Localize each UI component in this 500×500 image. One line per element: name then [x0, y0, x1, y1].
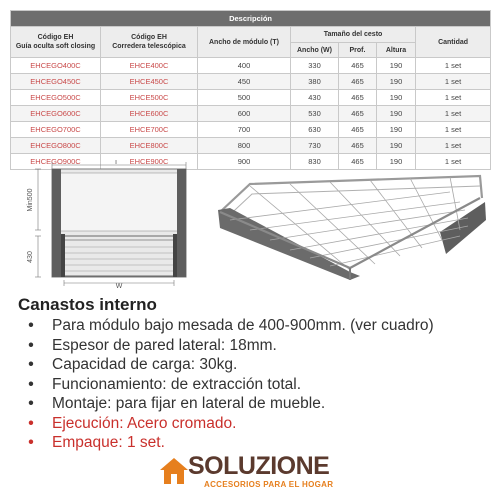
cell-quantity: 1 set: [416, 106, 491, 122]
cell-depth: 465: [339, 106, 377, 122]
bullet-icon: •: [28, 356, 34, 373]
col-depth: Prof.: [339, 43, 377, 58]
col-quantity: Cantidad: [416, 27, 491, 58]
brand-tagline: ACCESORIOS PARA EL HOGAR: [204, 480, 334, 489]
cell-depth: 465: [339, 154, 377, 170]
features-list: [10, 316, 434, 453]
col-code-telescopic: Código EH Corredera telescópica: [101, 27, 198, 58]
cell-module-width: 500: [198, 90, 291, 106]
table-row: [11, 122, 491, 138]
cell-code-soft: EHCEGO400C: [11, 58, 101, 74]
cell-height: 190: [377, 106, 416, 122]
cell-depth: 465: [339, 90, 377, 106]
cell-module-width: 450: [198, 74, 291, 90]
table-row: [11, 106, 491, 122]
cell-quantity: 1 set: [416, 74, 491, 90]
cell-quantity: 1 set: [416, 122, 491, 138]
cell-height: 190: [377, 122, 416, 138]
list-item: • Capacidad de carga: 30kg.: [10, 355, 434, 375]
cell-module-width: 900: [198, 154, 291, 170]
cell-module-width: 700: [198, 122, 291, 138]
list-item: • Funcionamiento: de extracción total.: [10, 375, 434, 395]
cell-quantity: 1 set: [416, 58, 491, 74]
house-icon: [158, 455, 190, 487]
cell-code-tele: EHCE700C: [101, 122, 198, 138]
cell-quantity: 1 set: [416, 90, 491, 106]
cell-quantity: 1 set: [416, 138, 491, 154]
cell-width: 730: [291, 138, 339, 154]
cell-height: 190: [377, 90, 416, 106]
basket-photo: [210, 172, 490, 288]
cell-width: 330: [291, 58, 339, 74]
cell-width: 830: [291, 154, 339, 170]
col-basket-size: Tamaño del cesto: [291, 27, 416, 43]
cell-depth: 465: [339, 122, 377, 138]
cell-height: 190: [377, 74, 416, 90]
bullet-icon: •: [28, 414, 34, 432]
cell-code-tele: EHCE400C: [101, 58, 198, 74]
label-w: W: [115, 283, 123, 288]
cell-height: 190: [377, 154, 416, 170]
cell-code-soft: EHCEGO700C: [11, 122, 101, 138]
cell-code-soft: EHCEGO900C: [11, 154, 101, 170]
cell-code-soft: EHCEGO500C: [11, 90, 101, 106]
col-code-soft-closing: Código EH Guía oculta soft closing: [11, 27, 101, 58]
list-item-accent: • Empaque: 1 set.: [10, 433, 434, 453]
brand-name: SOLUZIONE: [188, 452, 330, 480]
cell-code-tele: EHCE500C: [101, 90, 198, 106]
table-row: [11, 74, 491, 90]
list-item-accent: • Ejecución: Acero cromado.: [10, 414, 434, 434]
cell-module-width: 400: [198, 58, 291, 74]
cell-depth: 465: [339, 138, 377, 154]
col-height: Altura: [377, 43, 416, 58]
bullet-icon: •: [28, 336, 34, 354]
cell-depth: 465: [339, 58, 377, 74]
spec-table: [10, 10, 491, 170]
table-row: [11, 90, 491, 106]
cell-width: 430: [291, 90, 339, 106]
cell-height: 190: [377, 138, 416, 154]
cell-module-width: 600: [198, 106, 291, 122]
cell-code-soft: EHCEGO800C: [11, 138, 101, 154]
list-item: • Montaje: para fijar en lateral de mueble.: [10, 394, 434, 414]
cell-code-soft: EHCEGO450C: [11, 74, 101, 90]
cell-code-tele: EHCE800C: [101, 138, 198, 154]
cell-width: 380: [291, 74, 339, 90]
cell-code-tele: EHCE600C: [101, 106, 198, 122]
cell-height: 190: [377, 58, 416, 74]
list-item: • Espesor de pared lateral: 18mm.: [10, 336, 434, 356]
col-width: Ancho (W): [291, 43, 339, 58]
cell-module-width: 800: [198, 138, 291, 154]
bullet-icon: •: [28, 434, 34, 451]
cell-code-tele: EHCE900C: [101, 154, 198, 170]
bullet-icon: •: [28, 395, 34, 412]
features-title: Canastos interno: [18, 295, 157, 314]
brand-logo: [158, 452, 348, 492]
cell-width: 530: [291, 106, 339, 122]
cell-code-tele: EHCE450C: [101, 74, 198, 90]
label-430: 430: [27, 251, 34, 263]
table-row: [11, 138, 491, 154]
list-item: • Para módulo bajo mesada de 400-900mm. (ver cuadro): [10, 316, 434, 336]
col-module-width: Ancho de módulo (T): [198, 27, 291, 58]
cell-code-soft: EHCEGO600C: [11, 106, 101, 122]
cell-depth: 465: [339, 74, 377, 90]
label-min500: Min500: [27, 188, 34, 212]
bullet-icon: •: [28, 375, 34, 393]
dimension-diagram: [8, 160, 200, 288]
table-header-group: Descripción: [11, 11, 491, 27]
label-t: T: [113, 160, 119, 166]
bullet-icon: •: [28, 317, 34, 334]
table-row: [11, 58, 491, 74]
cell-quantity: 1 set: [416, 154, 491, 170]
cell-width: 630: [291, 122, 339, 138]
